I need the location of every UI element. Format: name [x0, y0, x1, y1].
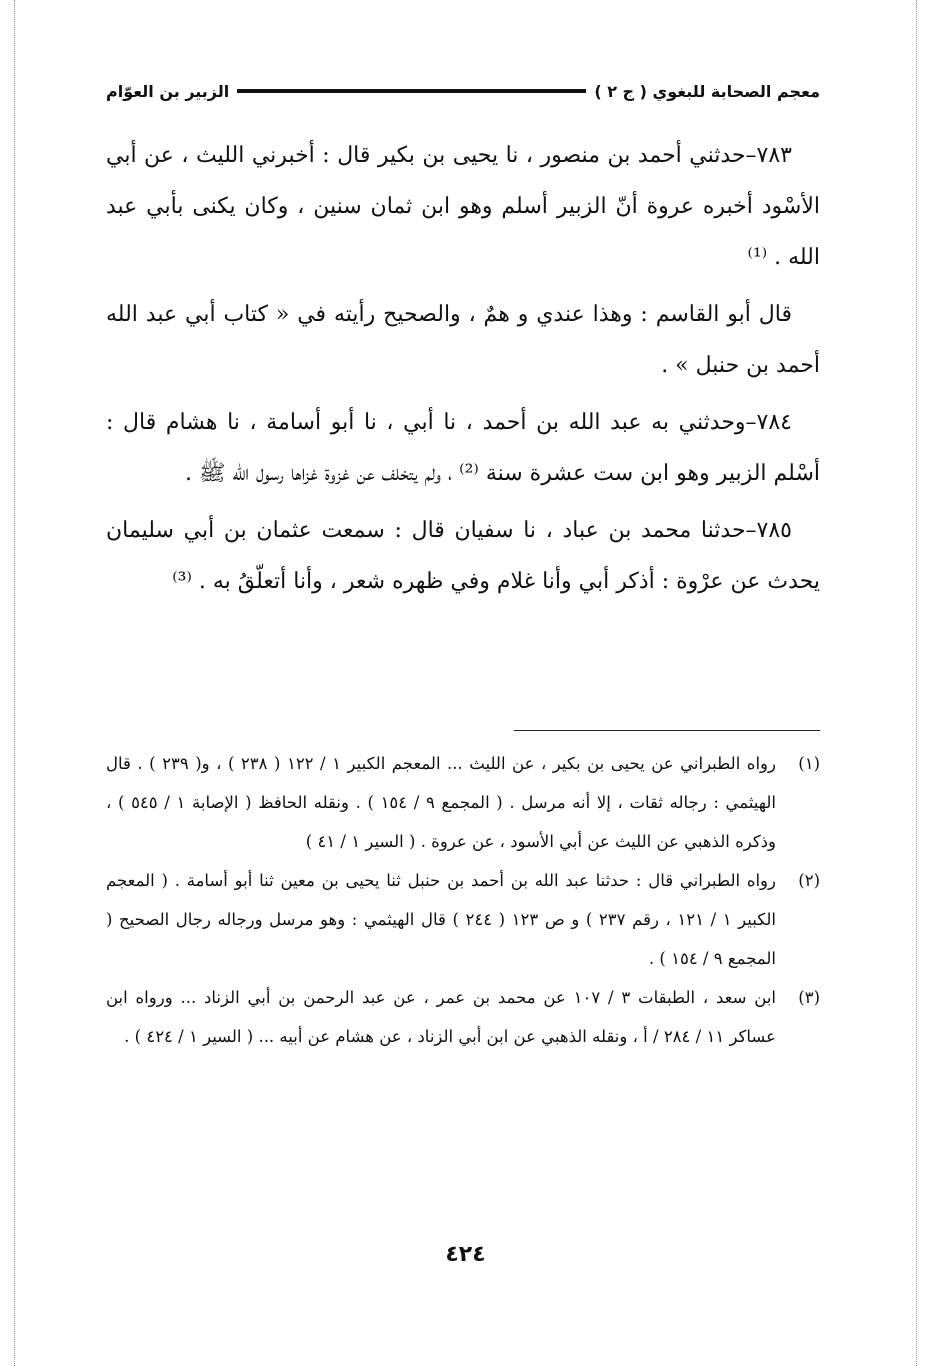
footnote-text: رواه الطبراني قال : حدثنا عبد الله بن أحمد بن حنبل ثنا يحيى بن معين ثنا أبو أسامة . ( المعجم الكبير ١ / ١٢١ ، رقم ٢٣٧ ) و ص ١٢٣ ( ٢٤٤ ) قال الهيثمي : وهو مرسل ورجاله رجال الصحيح ( المجمع ٩ / ١٥٤ ) . — [106, 871, 776, 968]
footnote-1 — [106, 744, 820, 861]
paragraph-785: ٧٨٥–حدثنا محمد بن عباد ، نا سفيان قال : سمعت عثمان بن أبي سليمان يحدث عن عرْوة : أذكر أبي وأنا غلام وفي ظهره شعر ، وأنا أتعلّقُ به . ⁽³⁾ — [106, 518, 820, 594]
footnote-number: (٢) — [798, 871, 820, 890]
footnote-number: (١) — [798, 754, 820, 773]
paragraph-783: ٧٨٣–حدثني أحمد بن منصور ، نا يحيى بن بكير قال : أخبرني الليث ، عن أبي الأسْود أخبره عروة أنّ الزبير أسلم وهو ابن ثمان سنين ، وكان يكنى بأبي عبد الله . ⁽¹⁾ — [106, 143, 820, 270]
footnote-text: ابن سعد ، الطبقات ٣ / ١٠٧ عن محمد بن عمر ، عن عبد الرحمن بن أبي الزناد ... ورواه ابن عساكر ١١ / ٢٨٤ / أ ، ونقله الذهبي عن ابن أبي الزناد ، عن هشام عن أبيه ... ( السير ١ / ٤٢٤ ) . — [106, 988, 776, 1046]
header-book-title: معجم الصحابة للبغوي ( ج ٢ ) — [594, 81, 820, 101]
scan-edge-right — [916, 0, 917, 1366]
footnote-text: رواه الطبراني عن يحيى بن بكير ، عن الليث ... المعجم الكبير ١ / ١٢٢ ( ٢٣٨ ) ، و( ٢٣٩ ) . قال الهيثمي : رجاله ثقات ، إلا أنه مرسل . ( المجمع ٩ / ١٥٤ ) . ونقله الحافظ ( الإصابة ١ / ٥٤٥ ) ، وذكره الذهبي عن الليث عن أبي الأسود ، عن عروة . ( السير ١ / ٤١ ) — [106, 754, 776, 851]
running-header — [106, 76, 820, 106]
paragraph-comment: قال أبو القاسم : وهذا عندي و همٌ ، والصحيح رأيته في « كتاب أبي عبد الله أحمد بن حنبل » . — [106, 302, 820, 378]
footnote-number: (٣) — [798, 988, 820, 1007]
paragraph-784: ٧٨٤–وحدثني به عبد الله بن أحمد ، نا أبي ، نا أبو أسامة ، نا هشام قال : أسْلم الزبير وهو ابن ست عشرة سنة ⁽²⁾ ، ولم يتخلف عن غزوة غزاها رسول الله ﷺ . — [106, 410, 820, 486]
footnote-2 — [106, 861, 820, 978]
footnote-3 — [106, 978, 820, 1056]
footnotes — [106, 744, 820, 1056]
header-rule — [237, 89, 586, 93]
footnote-separator — [514, 730, 820, 731]
page-number: ٤٢٤ — [445, 1242, 486, 1267]
main-text — [106, 130, 820, 607]
header-section-title: الزبير بن العوّام — [106, 81, 230, 101]
scan-edge-left — [14, 0, 15, 1366]
